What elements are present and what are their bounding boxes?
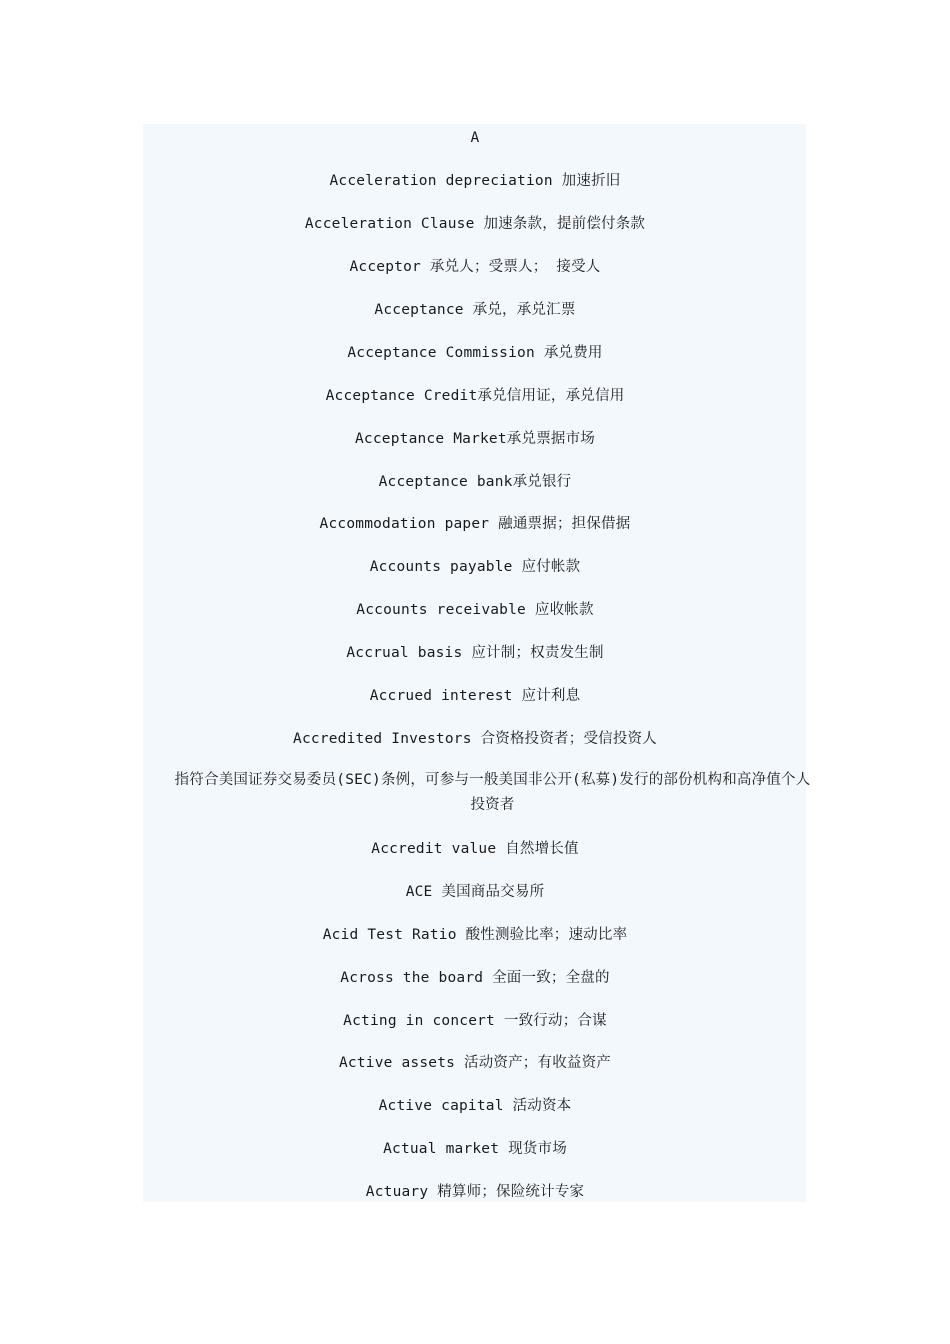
glossary-entry: Accrued interest 应计利息 bbox=[369, 688, 581, 704]
glossary-entry: Acceptor 承兑人；受票人； 接受人 bbox=[349, 259, 601, 275]
glossary-entry: Acceleration depreciation 加速折旧 bbox=[329, 173, 621, 189]
glossary-entry: Accrual basis 应计制；权责发生制 bbox=[346, 645, 604, 661]
glossary-entry: Active capital 活动资本 bbox=[378, 1098, 572, 1114]
glossary-entry: Acting in concert 一致行动；合谋 bbox=[343, 1013, 607, 1029]
glossary-entry: Active assets 活动资产；有收益资产 bbox=[338, 1055, 611, 1071]
glossary-entry: Actuary 精算师；保险统计专家 bbox=[365, 1184, 585, 1200]
glossary-entry: Acceleration Clause 加速条款，提前偿付条款 bbox=[304, 216, 646, 232]
glossary-entry: Acceptance Commission 承兑费用 bbox=[347, 345, 603, 361]
glossary-entry: Accommodation paper 融通票据；担保借据 bbox=[319, 516, 631, 532]
glossary-entry: Accredited Investors 合资格投资者；受信投资人 bbox=[293, 731, 657, 747]
glossary-entry: ACE 美国商品交易所 bbox=[405, 884, 545, 900]
glossary-entry: Accounts payable 应付帐款 bbox=[369, 559, 581, 575]
section-heading: A bbox=[470, 130, 480, 146]
glossary-entry: Acceptance Credit承兑信用证，承兑信用 bbox=[325, 388, 625, 404]
glossary-entry: Accredit value 自然增长值 bbox=[371, 841, 579, 857]
glossary-entry: Acceptance Market承兑票据市场 bbox=[354, 431, 595, 447]
glossary-entry: Across the board 全面一致；全盘的 bbox=[340, 970, 610, 986]
glossary-entry: Actual market 现货市场 bbox=[383, 1141, 567, 1157]
glossary-entry: Acid Test Ratio 酸性测验比率；速动比率 bbox=[322, 927, 628, 943]
glossary-note: 指符合美国证券交易委员(SEC)条例，可参与一般美国非公开(私募)发行的部份机构和高净值个人投资者 bbox=[174, 772, 811, 813]
glossary-entry: Acceptance bank承兑银行 bbox=[378, 474, 572, 490]
glossary-entry: Acceptance 承兑，承兑汇票 bbox=[374, 302, 576, 318]
glossary-entry: Accounts receivable 应收帐款 bbox=[356, 602, 594, 618]
